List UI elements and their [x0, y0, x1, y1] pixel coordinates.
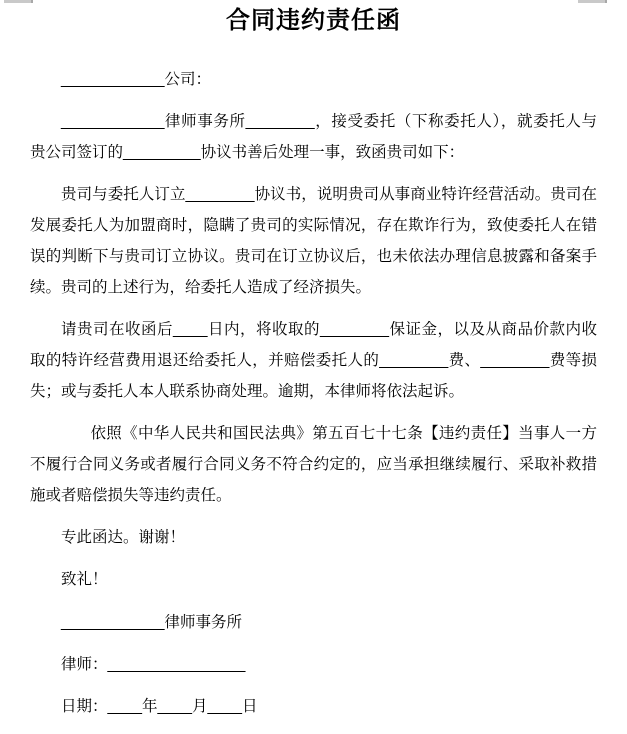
top-right-clipped-artifact: [578, 0, 607, 3]
salutation-line: ____________公司：: [61, 71, 211, 88]
salute-line: 致礼！: [61, 571, 108, 588]
date-line: 日期：____年____月____日: [61, 698, 258, 715]
demand-paragraph: 请贵司在收函后____日内，将收取的________保证金，以及从商品价款内收取的特许经营费用退还给委托人，并赔偿委托人的________费、________费等损失；或与委托人本人联系协商处理。逾期，本律师将依法起诉。: [30, 321, 597, 400]
intro-paragraph: ____________律师事务所________，接受委托（下称委托人），就委托人与贵公司签订的_________协议书善后处理一事，致函贵司如下：: [30, 113, 597, 161]
signature-firm-line: ____________律师事务所: [61, 614, 242, 631]
legal-basis-paragraph: 依照《中华人民共和国民法典》第五百七十七条【违约责任】当事人一方不履行合同义务或者履行合同义务不符合约定的，应当承担继续履行、采取补救措施或者赔偿损失等违约责任。: [30, 425, 597, 504]
document-title: 合同违约责任函: [226, 7, 401, 34]
signature-lawyer-line: 律师：________________: [61, 656, 246, 673]
closing-line: 专此函达。谢谢！: [61, 529, 186, 546]
facts-paragraph: 贵司与委托人订立________协议书，说明贵司从事商业特许经营活动。贵司在发展委托人为加盟商时，隐瞒了贵司的实际情况，存在欺诈行为，致使委托人在错误的判断下与贵司订立协议。贵司在订立协议后，也未依法办理信息披露和备案手续。贵司的上述行为，给委托人造成了经济损失。: [30, 186, 597, 296]
top-left-clipped-artifact: [4, 0, 33, 3]
